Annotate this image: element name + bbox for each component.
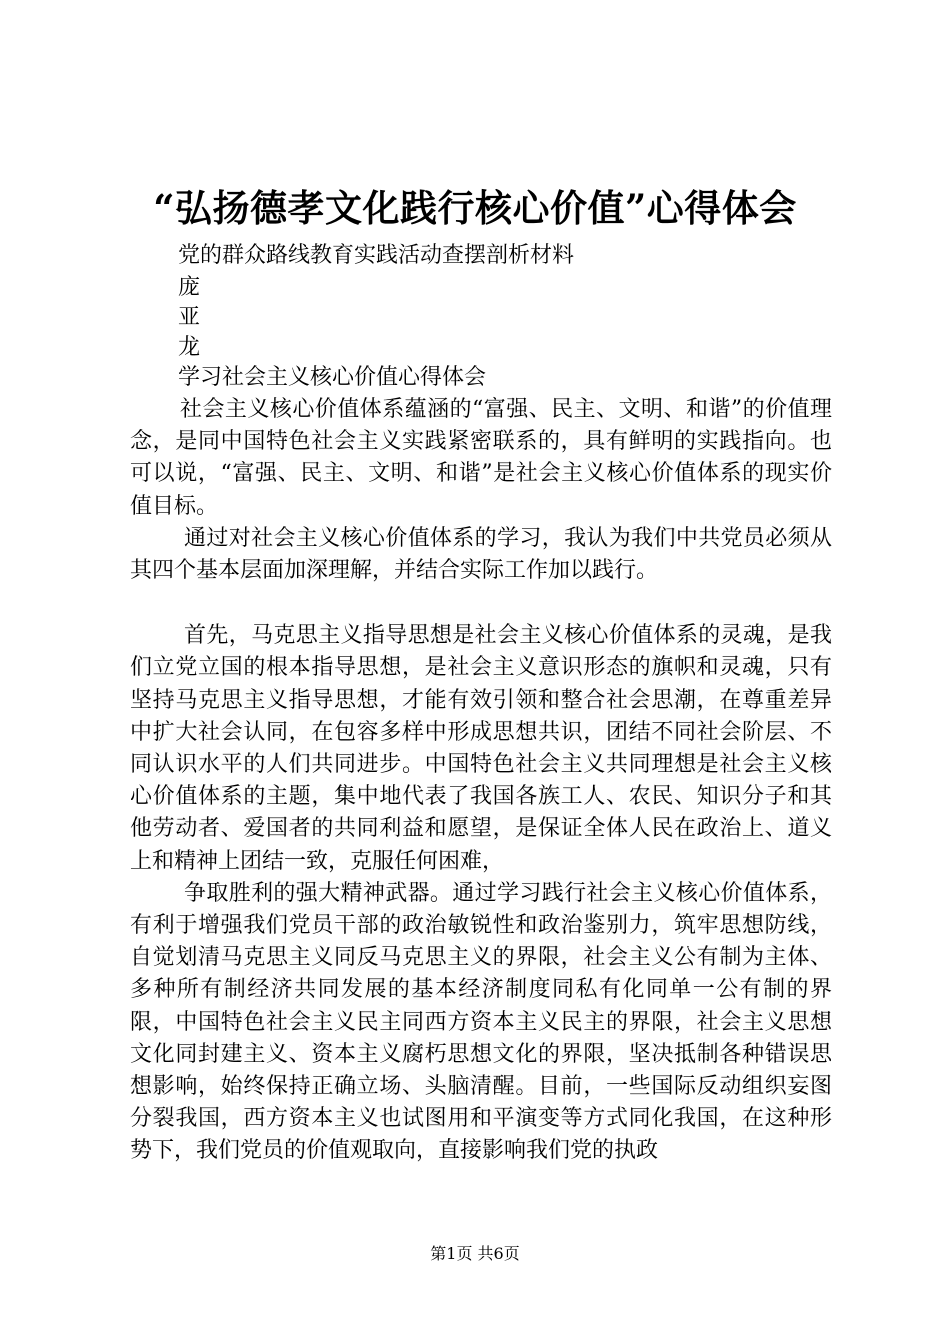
subtitle-line: 党的群众路线教育实践活动查摆剖析材料 <box>178 243 575 268</box>
document-body <box>130 394 832 1168</box>
document-title: “弘扬德孝文化践行核心价值”心得体会 <box>153 186 797 230</box>
paragraph-3: 首先，马克思主义指导思想是社会主义核心价值体系的灵魂，是我们立党立国的根本指导思想，是社会主义意识形态的旗帜和灵魂，只有坚持马克思主义指导思想，才能有效引领和整合社会思潮，在尊重差异中扩大社会认同，在包容多样中形成思想共识，团结不同社会阶层、不同认识水平的人们共同进步。中国特色社会主义共同理想是社会主义核心价值体系的主题，集中地代表了我国各族工人、农民、知识分子和其他劳动者、爱国者的共同利益和愿望，是保证全体人民在政治上、道义上和精神上团结一致，克服任何困难， <box>130 623 832 874</box>
paragraph-1: 社会主义核心价值体系蕴涵的“富强、民主、文明、和谐”的价值理念，是同中国特色社会主义实践紧密联系的，具有鲜明的实践指向。也可以说，“富强、民主、文明、和谐”是社会主义核心价值体系的现实价值目标。 <box>130 397 832 519</box>
author-char-1: 庞 <box>178 275 201 300</box>
page-footer: 第1页 共6页 <box>430 1244 520 1263</box>
author-char-3: 龙 <box>178 335 201 360</box>
author-char-2: 亚 <box>178 305 201 330</box>
paragraph-4: 争取胜利的强大精神武器。通过学习践行社会主义核心价值体系，有利于增强我们党员干部的政治敏锐性和政治鉴别力，筑牢思想防线，自觉划清马克思主义同反马克思主义的界限，社会主义公有制为主体、多种所有制经济共同发展的基本经济制度同私有化同单一公有制的界限，中国特色社会主义民主同西方资本主义民主的界限，社会主义思想文化同封建主义、资本主义腐朽思想文化的界限，坚决抵制各种错误思想影响，始终保持正确立场、头脑清醒。目前，一些国际反动组织妄图分裂我国，西方资本主义也试图用和平演变等方式同化我国，在这种形势下，我们党员的价值观取向，直接影响我们党的执政 <box>130 880 832 1164</box>
section-heading: 学习社会主义核心价值心得体会 <box>178 365 487 390</box>
paragraph-2: 通过对社会主义核心价值体系的学习，我认为我们中共党员必须从其四个基本层面加深理解，并结合实际工作加以践行。 <box>130 525 832 584</box>
